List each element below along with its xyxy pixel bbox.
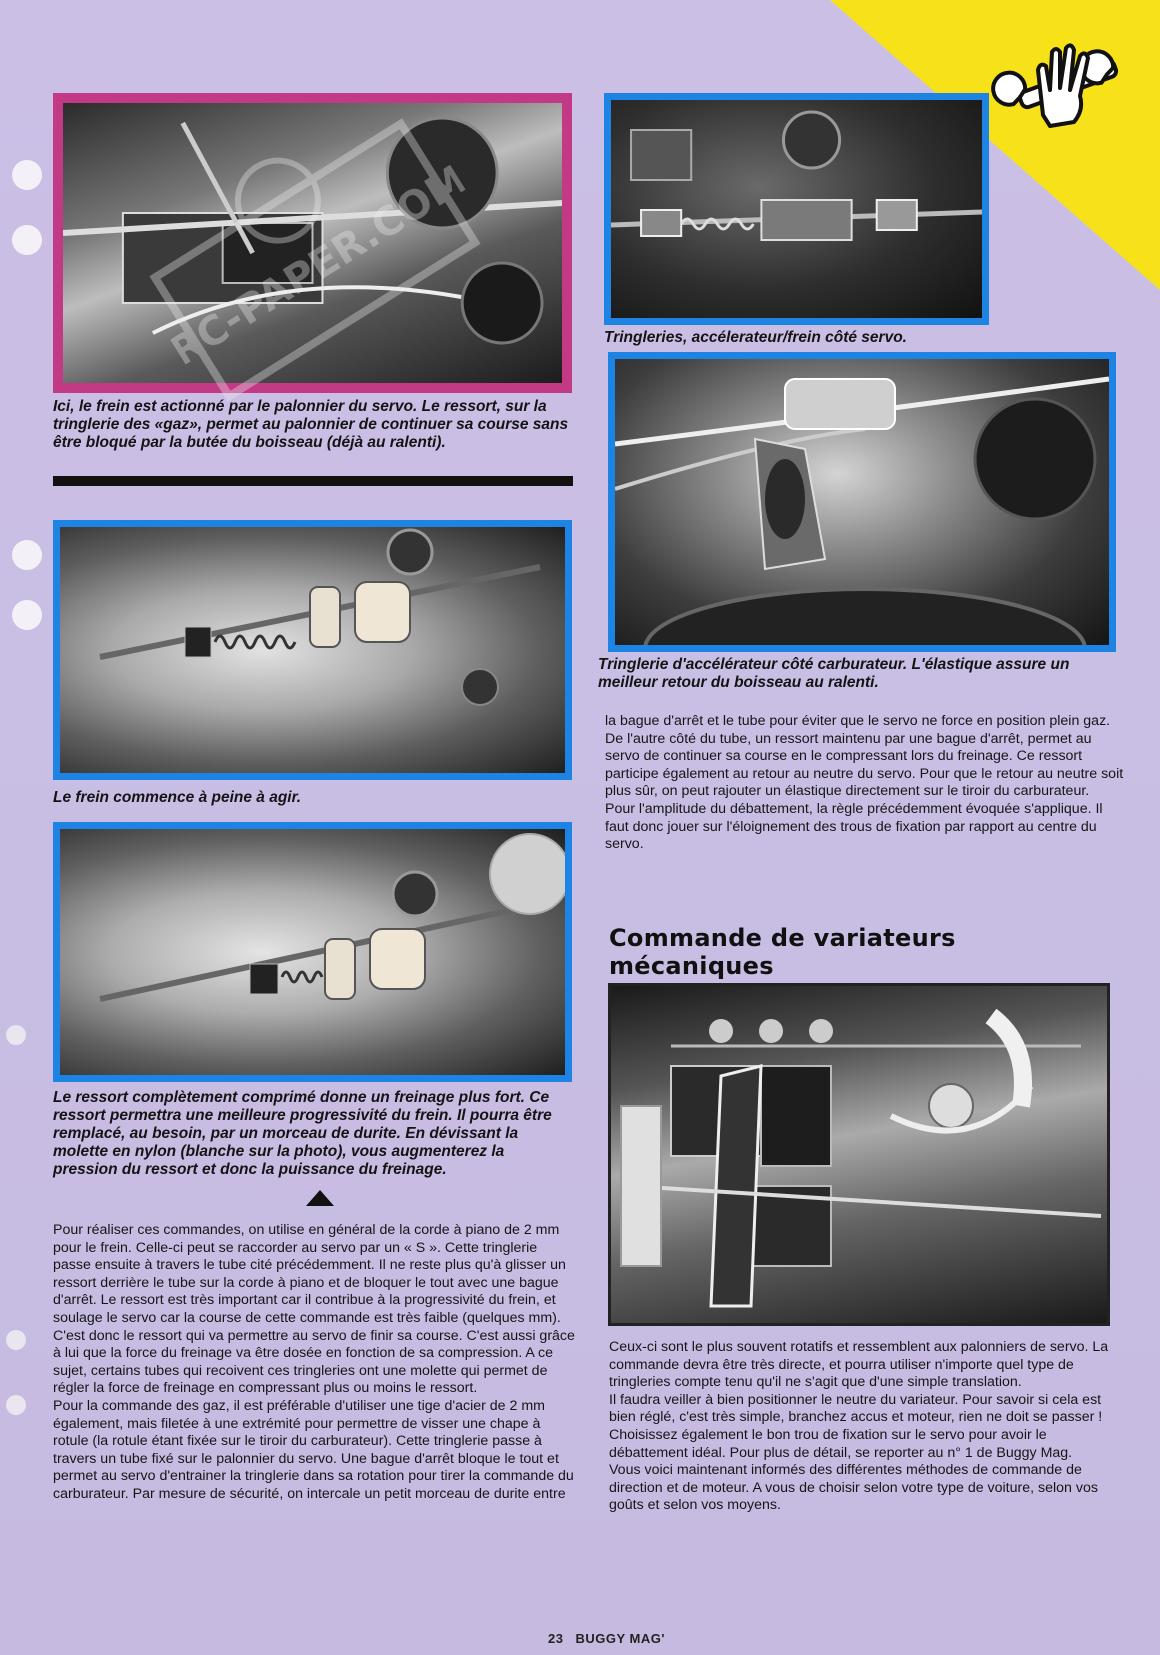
photo-brake-starting bbox=[53, 520, 572, 780]
binder-hole bbox=[6, 1330, 26, 1350]
page-number: 23 bbox=[548, 1631, 564, 1646]
magazine-name: BUGGY MAG' bbox=[575, 1631, 665, 1646]
right-paragraph: Vous voici maintenant informés des différentes méthodes de commande de direction et de moteur. A vous de choisir selon votre type de voiture, selon vos goûts et selon vos moyens. bbox=[609, 1462, 1098, 1514]
left-paragraph: Pour réaliser ces commandes, on utilise en général de la corde à piano de 2 mm pour le frein. Celle-ci peut se raccorder au servo par un « S ». Cette tringlerie passe ensuite à travers le tube cité précédemment. Il ne reste plus qu'à glisser un ressort derrière le tube sur la corde à piano et de bloquer le tout avec une bague d'arrêt. Le ressort est très important car il contribue à la progressivité du frein, et soulage le servo car la course de cette commande est très faible (quelques mm). C'est donc le ressort qui va permettre au servo de finir sa course. C'est aussi grâce à lui que la force du freinage va être dosée en fonction de sa compression. A ce sujet, certains tubes qui recoivent ces tringleries ont une molette qui permet de régler la force de freinage en compressant plus ou moins le ressort. bbox=[53, 1222, 575, 1397]
page-footer bbox=[548, 1631, 677, 1646]
binder-hole bbox=[12, 160, 42, 190]
right-paragraph: la bague d'arrêt et le tube pour éviter que le servo ne force en position plein gaz. bbox=[605, 713, 1111, 729]
binder-hole bbox=[12, 540, 42, 570]
right-paragraph: Ceux-ci sont le plus souvent rotatifs et ressemblent aux palonniers de servo. La commande devra être très directe, et pourra utiliser n'importe quel type de tringleries compte tenu qu'il ne s'agit que d'une simple translation. bbox=[609, 1339, 1109, 1391]
caption-photo-throttle-carburetor-side: Tringlerie d'accélérateur côté carburateur. L'élastique assure un meilleur retour du boisseau au ralenti. bbox=[598, 656, 1070, 691]
right-paragraph: Pour l'amplitude du débattement, la règle précédemment évoquée s'applique. Il faut donc jouer sur l'éloignement des trous de fixation par rapport au centre du servo. bbox=[605, 800, 1103, 853]
right-paragraph: De l'autre côté du tube, un ressort maintenu par une bague d'arrêt, permet au servo de continuer sa course en le compressant lors du freinage. Ce ressort participe également au retour au neutre du servo. Pour que le retour au neutre soit plus sûr, on peut rajouter un élastique directement sur le tiroir du carburateur. bbox=[605, 730, 1124, 800]
section-heading: Commande de variateurs mécaniques bbox=[609, 924, 956, 980]
right-paragraph: Choisissez également le bon trou de fixation sur le servo pour avoir le débattement idéal. Pour plus de détail, se reporter au n° 1 de Buggy Mag. bbox=[609, 1426, 1073, 1461]
left-body-column bbox=[53, 1222, 575, 1504]
binder-hole bbox=[6, 1025, 26, 1045]
binder-hole bbox=[6, 1395, 26, 1415]
watermark-text: RC-PAPER.COM bbox=[162, 156, 476, 376]
photo-linkage-servo-side bbox=[604, 93, 989, 325]
hand-wrench-icon bbox=[988, 30, 1138, 140]
caption-photo-brake-starting: Le frein commence à peine à agir. bbox=[53, 789, 302, 806]
right-paragraph: Il faudra veiller à bien positionner le neutre du variateur. Pour savoir si cela est bien réglé, c'est très simple, branchez accus et moteur, rien ne doit se passer ! bbox=[609, 1391, 1103, 1426]
binder-hole bbox=[12, 600, 42, 630]
binder-hole bbox=[12, 225, 42, 255]
photo-throttle-carburetor-side bbox=[608, 352, 1116, 652]
caption-photo-spring-compressed: Le ressort complètement comprimé donne un freinage plus fort. Ce ressort permettra une meilleure progressivité du frein. Il pourra être remplacé, au besoin, par un morceau de durite. En dévissant la molette en nylon (blanche sur la photo), vous augmenterez la pression du ressort et donc la puissance du freinage. bbox=[53, 1089, 552, 1178]
photo-mechanical-speed-controller bbox=[608, 983, 1110, 1326]
caption-photo-servo-brake: Ici, le frein est actionné par le palonnier du servo. Le ressort, sur la tringlerie des «gaz», permet au palonnier de continuer sa course sans être bloqué par la butée du boisseau (déjà au ralenti). bbox=[53, 398, 569, 451]
photo-spring-compressed bbox=[53, 822, 572, 1082]
section-rule bbox=[53, 476, 573, 486]
caption-photo-linkage-servo-side: Tringleries, accélerateur/frein côté servo. bbox=[604, 329, 907, 346]
right-body-column-top bbox=[605, 713, 1125, 854]
right-body-column-bottom bbox=[609, 1339, 1129, 1515]
left-paragraph: Pour la commande des gaz, il est préférable d'utiliser une tige d'acier de 2 mm également, mais filetée à une extrémité pour permettre de visser une chape à rotule (la rotule étant fixée sur le tiroir du carburateur). Cette tringlerie passe à travers un tube fixé sur le palonnier du servo. Une bague d'arrêt bloque le tout et permet au servo d'entrainer la tringlerie dans sa rotation pour tirer la commande du carburateur. Par mesure de sécurité, on intercale un petit morceau de durite entre bbox=[53, 1397, 574, 1502]
caption-pointer-triangle bbox=[306, 1190, 334, 1206]
